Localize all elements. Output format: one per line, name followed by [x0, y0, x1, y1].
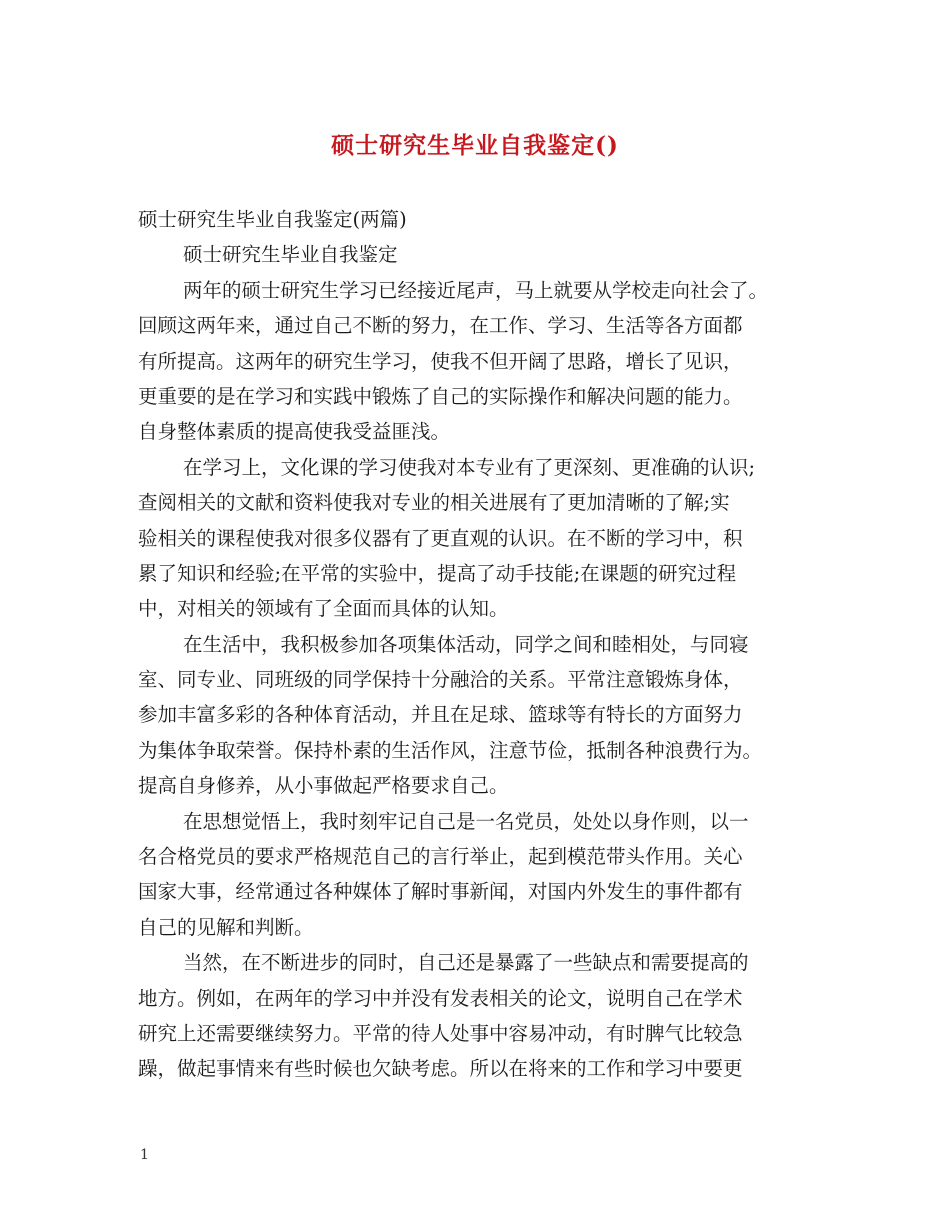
text-line: 回顾这两年来，通过自己不断的努力，在工作、学习、生活等各方面都 — [138, 314, 743, 338]
document-body — [138, 202, 816, 1087]
text-line: 提高自身修养，从小事做起严格要求自己。 — [138, 774, 509, 798]
text-line: 地方。例如，在两年的学习中并没有发表相关的论文，说明自己在学术 — [138, 986, 743, 1010]
text-line: 躁，做起事情来有些时候也欠缺考虑。所以在将来的工作和学习中要更 — [138, 1057, 743, 1081]
text-line: 在思想觉悟上，我时刻牢记自己是一名党员，处处以身作则，以一 — [183, 809, 749, 833]
text-line: 查阅相关的文献和资料使我对专业的相关进展有了更加清晰的了解;实 — [138, 491, 730, 515]
text-line: 有所提高。这两年的研究生学习，使我不但开阔了思路，增长了见识， — [138, 349, 743, 373]
text-line: 更重要的是在学习和实践中锻炼了自己的实际操作和解决问题的能力。 — [138, 384, 743, 408]
text-line: 验相关的课程使我对很多仪器有了更直观的认识。在不断的学习中，积 — [138, 526, 743, 550]
text-line: 硕士研究生毕业自我鉴定 — [183, 243, 398, 267]
text-line: 为集体争取荣誉。保持朴素的生活作风，注意节俭，抵制各种浪费行为。 — [138, 738, 763, 762]
text-line: 在学习上，文化课的学习使我对本专业有了更深刻、更准确的认识; — [183, 455, 756, 479]
text-line: 硕士研究生毕业自我鉴定(两篇) — [138, 208, 407, 231]
text-line: 两年的硕士研究生学习已经接近尾声，马上就要从学校走向社会了。 — [183, 278, 769, 302]
text-line: 在生活中，我积极参加各项集体活动，同学之间和睦相处，与同寝 — [183, 632, 749, 656]
text-line: 参加丰富多彩的各种体育活动，并且在足球、篮球等有特长的方面努力 — [138, 703, 743, 727]
text-line: 自己的见解和判断。 — [138, 915, 314, 939]
text-line: 室、同专业、同班级的同学保持十分融洽的关系。平常注意锻炼身体， — [138, 668, 743, 692]
document-title: 硕士研究生毕业自我鉴定() — [331, 132, 619, 159]
text-line: 研究上还需要继续努力。平常的待人处事中容易冲动，有时脾气比较急 — [138, 1021, 743, 1045]
text-line: 当然，在不断进步的同时，自己还是暴露了一些缺点和需要提高的 — [183, 951, 749, 975]
text-line: 累了知识和经验;在平常的实验中，提高了动手技能;在课题的研究过程 — [138, 561, 737, 585]
page-number: 1 — [140, 1147, 149, 1163]
text-line: 自身整体素质的提高使我受益匪浅。 — [138, 420, 451, 444]
text-line: 名合格党员的要求严格规范自己的言行举止，起到模范带头作用。关心 — [138, 845, 743, 869]
text-line: 中，对相关的领域有了全面而具体的认知。 — [138, 597, 509, 621]
text-line: 国家大事，经常通过各种媒体了解时事新闻，对国内外发生的事件都有 — [138, 880, 743, 904]
